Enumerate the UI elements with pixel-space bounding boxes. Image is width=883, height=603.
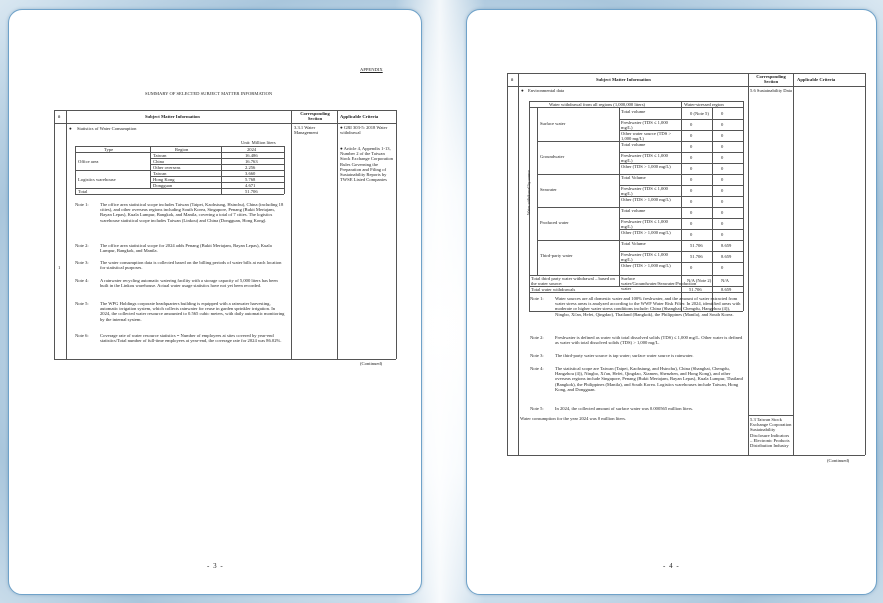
source-row-label: Total Volume <box>621 174 646 180</box>
note-label: Note 3: <box>75 260 89 265</box>
corresponding-section: 3.3.1 Water Management <box>294 125 318 136</box>
table-unit: Unit: Million liters <box>241 140 276 145</box>
header-num: # <box>511 77 514 82</box>
criteria-2: ● Article 4, Appendix 1-13, Number 2 of the Taiwan Stock Exchange Corporation Rules Governing the Preparation and Filing of Sustainability Reports by TWSE Listed Companies <box>340 146 394 183</box>
header-subject: Subject Matter Information <box>596 77 651 82</box>
header-section: Corresponding Section <box>756 74 786 85</box>
withdrawal-value: 0 <box>690 199 693 204</box>
total-value: 51.706 <box>245 189 258 194</box>
withdrawal-value: 51.706 <box>690 254 703 259</box>
source-row-label: Total volume <box>621 141 646 147</box>
region-cell: Taiwan <box>153 153 167 158</box>
note-label: Note 5: <box>530 406 544 411</box>
th-year: 2024 <box>247 147 257 152</box>
source-name: Third-party water <box>540 253 573 259</box>
source-name: Produced water <box>540 220 569 226</box>
stress-value: 0 <box>721 111 724 116</box>
note-label: Note 5: <box>75 301 89 306</box>
bullet: ● <box>521 88 524 93</box>
note-text: In 2024, the collected amount of surface water was 0.000565 million liters. <box>555 406 694 411</box>
withdrawal-value: 0 <box>690 210 693 215</box>
corresponding-section: 5.6 Sustainability Data <box>750 88 792 93</box>
stress-value: 0 <box>721 122 724 127</box>
third-party-value: N/A (Note 2) <box>687 278 712 283</box>
note-label: Note 6: <box>75 333 89 338</box>
note-text: The water consumption data is collected based on the billing periods of water bills at each location for statistical purposes. <box>100 260 282 271</box>
total-withdrawal-value: 51.706 <box>689 287 702 292</box>
total-withdrawal-label: Total water withdrawals <box>531 287 576 292</box>
note-text: Water sources are all domestic water and 100% freshwater, and the amount of water extracted from water stress areas is analyzed according to the WWF Water Risk Filter. In 2024, identified areas with moderate or higher water stress conditions include: China (Shanghai, Chengdu, Hangzhou (4)), Ningbo, Xi'an, Hefei, Qingdao), Thailand (Bangkok), the Philippines (Manila), and South Korea. <box>555 296 741 317</box>
item-title: Statistics of Water Consumption <box>77 126 137 131</box>
source-row-label: Freshwater (TDS ≤ 1,000 mg/L) <box>621 218 668 229</box>
total-label: Total <box>78 189 88 194</box>
type-logistics: Logistics warehouse <box>78 177 116 182</box>
criteria-1: ● GRI 303-5: 2018 Water withdrawal <box>340 125 388 136</box>
total-withdrawal-stress: 8.659 <box>721 287 732 292</box>
continued-label: (Continued) <box>827 458 850 463</box>
value-cell: 3.660 <box>245 171 256 176</box>
withdrawal-value: 0 <box>690 155 693 160</box>
source-name: Groundwater <box>540 154 565 160</box>
region-cell: Dongguan <box>153 183 173 188</box>
bullet: ● <box>69 126 72 131</box>
stress-header: Water-stressed region <box>684 102 724 107</box>
third-party-stress: N/A <box>721 278 729 283</box>
note-label: Note 2: <box>75 243 89 248</box>
withdrawal-value: 0 <box>690 221 693 226</box>
source-row-label: Total Volume <box>621 240 646 246</box>
value-cell: 4.671 <box>245 183 256 188</box>
value-cell: 16.763 <box>245 159 258 164</box>
note-text: The office area statistical scope includes Taiwan (Taipei, Kaohsiung, Hsinchu), China (including 18 cities), and other overseas regions including South Korea, Singapore, Penang (Bukit Mertajam, Bayan Lepas), Kuala Lumpur, Bangkok, and Manila, covering a total of 7 cities. The logistics warehouse statistical scope includes Taiwan (Linkou) and China (Dongguan, Hong Kong). <box>100 202 284 223</box>
note-label: Note 4: <box>75 278 89 283</box>
withdrawal-value: 0 <box>690 265 693 270</box>
th-type: Type <box>104 147 114 152</box>
note-text: Freshwater is defined as water with total dissolved solids (TDS) ≤ 1,000 mg/L. Other water is defined as water with total dissolved solids (TDS) > 1,000 mg/L. <box>555 335 743 346</box>
continued-label: (Continued) <box>360 361 383 366</box>
item-title: Environmental data <box>528 88 565 93</box>
note-text: The WPG Holdings corporate headquarters building is equipped with a rainwater harvesting, automatic irrigation system, which collects rainwater for reuse in garden sprinkler irrigation. In 2024, the collected water resource amounted to 0.565 cubic meters, with daily automatic monitoring by the internal system. <box>100 301 285 322</box>
source-row-label: Total volume <box>621 207 646 213</box>
stress-value: 0 <box>721 232 724 237</box>
source-row-label: Freshwater (TDS ≤ 1,000 mg/L) <box>621 119 668 130</box>
header-criteria: Applicable Criteria <box>340 114 379 119</box>
note-label: Note 3: <box>530 353 544 358</box>
note-text: Coverage rate of water resource statistics = Number of employees at sites covered by year-end statistics/Total number of full-time employees at year-end, the coverage rate for 2024 was 86.02%. <box>100 333 282 344</box>
note-text: The third-party water source is tap water; surface water source is rainwater. <box>555 353 694 358</box>
note-label: Note 2: <box>530 335 544 340</box>
appendix-label: APPENDIX <box>360 67 383 72</box>
stress-value: 0 <box>721 221 724 226</box>
stress-value: 0 <box>721 177 724 182</box>
stress-value: 0 <box>721 133 724 138</box>
withdrawal-value: 0 <box>690 188 693 193</box>
page-number: - 4 - <box>663 562 680 570</box>
vertical-label: Water withdrawal by source <box>526 170 531 215</box>
stress-value: 0 <box>721 265 724 270</box>
source-row-label: Other (TDS > 1,000 mg/L) <box>621 262 671 268</box>
header-criteria: Applicable Criteria <box>797 77 836 82</box>
header-subject: Subject Matter Information <box>145 114 200 119</box>
region-cell: Hong Kong <box>153 177 175 182</box>
page-title: SUMMARY OF SELECTED SUBJECT MATTER INFORMATION <box>145 91 273 96</box>
stress-value: 8.659 <box>721 243 732 248</box>
withdrawal-value: 0 <box>690 166 693 171</box>
source-row-label: Other water source (TDS > 1,000 mg/L) <box>621 130 672 141</box>
withdrawal-value: 51.706 <box>690 243 703 248</box>
stress-value: 0 <box>721 210 724 215</box>
withdrawal-value: 0 <box>690 133 693 138</box>
region-cell: China <box>153 159 164 164</box>
value-cell: 2.256 <box>245 165 256 170</box>
source-name: Seawater <box>540 187 557 193</box>
page-3 <box>8 9 422 595</box>
withdrawal-value: 0 <box>690 232 693 237</box>
note-text: The office area statistical scope for 2024 adds Penang (Bukit Mertajam, Bayan Lepas), Kuala Lumpur, Bangkok, and Manila. <box>100 243 272 254</box>
source-row-label: Other (TDS > 1,000 mg/L) <box>621 229 671 235</box>
stress-value: 8.659 <box>721 254 732 259</box>
third-party-source: Surface water/Groundwater/Seawater/Production water <box>621 276 697 292</box>
th-region: Region <box>175 147 189 152</box>
stress-value: 0 <box>721 144 724 149</box>
stress-value: 0 <box>721 166 724 171</box>
stress-value: 0 <box>721 188 724 193</box>
water-consumption-text: Water consumption for the year 2024 was 0 million liters. <box>520 416 627 421</box>
source-row-label: Other (TDS > 1,000 mg/L) <box>621 196 671 202</box>
stress-value: 0 <box>721 199 724 204</box>
withdrawal-value: 0 <box>690 144 693 149</box>
withdrawal-value: 0 <box>690 177 693 182</box>
row2-section: 5.3 Taiwan Stock Exchange Corporation Sustainability Disclosure Indicators – Electronic Products Distribution Industry <box>750 417 792 449</box>
withdrawal-header: Water withdrawal from all regions (1,000,000 liters) <box>549 102 646 107</box>
source-row-label: Freshwater (TDS ≤ 1,000 mg/L) <box>621 251 668 262</box>
note-text: A rainwater recycling automatic watering facility with a storage capacity of 5,000 liters has been built in the Linkou warehouse. Actual water usage statistics have not yet been recorded. <box>100 278 278 289</box>
type-office: Office area <box>78 159 99 164</box>
region-cell: Other overseas <box>153 165 181 170</box>
source-row-label: Freshwater (TDS ≤ 1,000 mg/L) <box>621 152 668 163</box>
value-cell: 5.768 <box>245 177 256 182</box>
page-4 <box>466 9 877 595</box>
third-party-label: Total third party water withdrawal – based on the water source: <box>531 276 615 287</box>
note-label: Note 1: <box>75 202 89 207</box>
header-num: # <box>58 114 61 119</box>
source-row-label: Total volume <box>621 108 646 114</box>
withdrawal-value: 0 (Note 5) <box>690 111 709 116</box>
source-row-label: Freshwater (TDS ≤ 1,000 mg/L) <box>621 185 668 196</box>
row-number: 1 <box>58 265 61 270</box>
note-text: The statistical scope are Taiwan (Taipei, Kaohsiung, and Hsinchu), China (Shanghai, Chengdu, Hangzhou (4)), Ningbo, Xi'an, Hefei, Qingdao, Xiamen, Shenzhen, and Hong Kong), and other overseas regions include Singapore, Penang (Bukit Mertajam, Bayan Lepas), Kuala Lumpur, Thailand (Bangkok), the Philippines (Manila), and South Korea. Logistics warehouses include Taiwan, Hong Kong, and Dongguan. <box>555 366 743 392</box>
region-cell: Taiwan <box>153 171 167 176</box>
note-label: Note 1: <box>530 296 544 301</box>
source-row-label: Other (TDS > 1,000 mg/L) <box>621 163 671 169</box>
withdrawal-value: 0 <box>690 122 693 127</box>
header-section: Corresponding Section <box>300 111 330 122</box>
stress-value: 0 <box>721 155 724 160</box>
page-number: - 3 - <box>207 562 224 570</box>
note-label: Note 4: <box>530 366 544 371</box>
value-cell: 16.486 <box>245 153 258 158</box>
source-name: Surface water <box>540 121 566 127</box>
